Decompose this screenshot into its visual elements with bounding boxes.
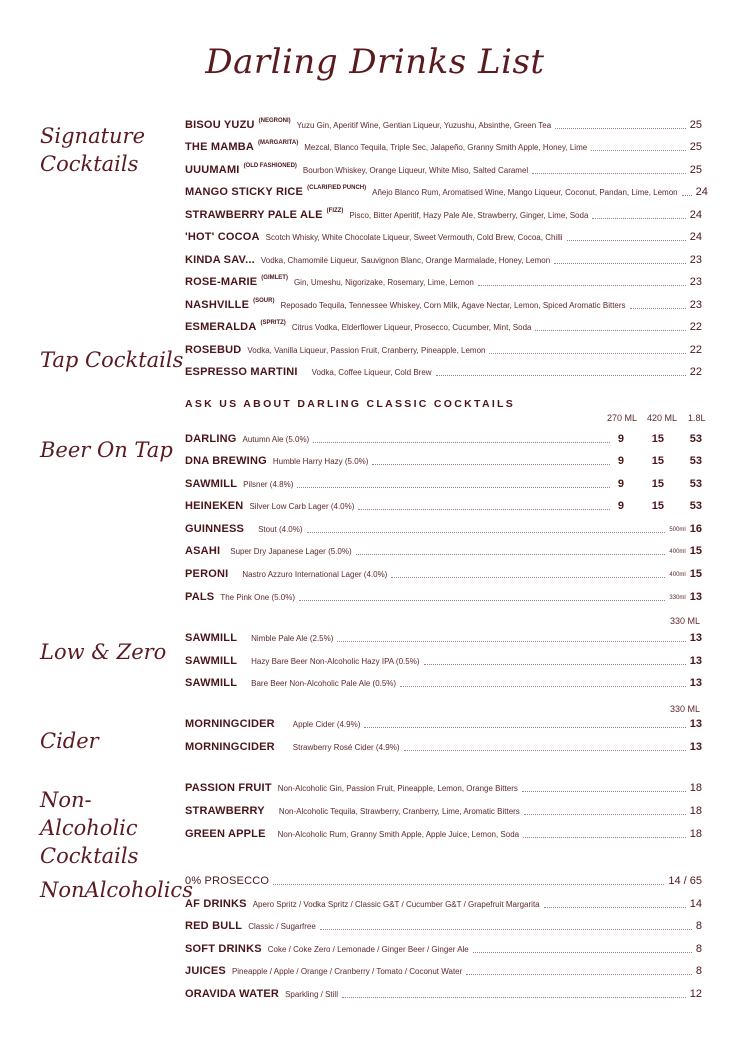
item-price: 25 xyxy=(689,164,702,176)
item-name: DARLING xyxy=(185,433,237,445)
item-description: Bare Beer Non-Alcoholic Pale Ale (0.5%) xyxy=(251,678,397,688)
menu-item xyxy=(185,207,702,223)
leader-dots xyxy=(320,929,692,930)
item-description: Añejo Blanco Rum, Aromatised Wine, Mango Liqueur, Coconut, Pandan, Lime, Lemon xyxy=(372,187,678,197)
price-420ml: 15 xyxy=(651,433,664,445)
price-1-8l: 53 xyxy=(689,433,702,445)
price-1-8l: 53 xyxy=(689,478,702,490)
item-name: BISOU YUZU xyxy=(185,119,255,131)
item-name: GUINNESS xyxy=(185,523,245,535)
leader-dots xyxy=(297,487,610,488)
menu-item xyxy=(185,653,702,669)
item-name: ASAHI xyxy=(185,545,221,557)
leader-dots xyxy=(466,974,692,975)
leader-dots xyxy=(567,240,686,241)
menu-item xyxy=(185,803,702,819)
leader-dots xyxy=(391,577,665,578)
leader-dots xyxy=(404,750,686,751)
item-description: Vodka, Vanilla Liqueur, Passion Fruit, Cranberry, Pineapple, Lemon xyxy=(247,345,486,355)
size-header-420: 420 ML xyxy=(647,413,678,423)
item-name: RED BULL xyxy=(185,920,243,932)
item-description: Non-Alcoholic Rum, Granny Smith Apple, Apple Juice, Lemon, Soda xyxy=(277,829,520,839)
item-size: 400ml xyxy=(669,572,686,578)
item-description: Reposado Tequila, Tennessee Whiskey, Corn Milk, Agave Nectar, Lemon, Spiced Aromatic Bitters xyxy=(280,300,626,310)
menu-item xyxy=(185,675,702,691)
item-description: Hazy Bare Beer Non-Alcoholic Hazy IPA (0.5%) xyxy=(251,656,420,666)
menu-item xyxy=(185,739,702,755)
leader-dots xyxy=(555,128,686,129)
leader-dots xyxy=(489,353,685,354)
leader-dots xyxy=(554,263,686,264)
menu-item xyxy=(185,963,702,979)
item-description: Bourbon Whiskey, Orange Liqueur, White Miso, Salted Caramel xyxy=(302,165,529,175)
leader-dots xyxy=(630,308,686,309)
item-description: Silver Low Carb Lager (4.0%) xyxy=(249,501,355,511)
item-style: (SPRITZ) xyxy=(260,320,286,326)
item-description: Scotch Whisky, White Chocolate Liqueur, Sweet Vermouth, Cold Brew, Cocoa, Chilli xyxy=(265,232,563,242)
menu-item xyxy=(185,252,702,268)
price-1-8l: 53 xyxy=(689,455,702,467)
section-heading-tap: Tap Cocktails xyxy=(40,348,184,372)
menu-item xyxy=(185,342,702,358)
menu-item xyxy=(185,630,702,646)
size-header-270: 270 ML xyxy=(607,413,638,423)
item-price: 22 xyxy=(689,366,702,378)
leader-dots xyxy=(299,600,665,601)
item-description: Vodka, Coffee Liqueur, Cold Brew xyxy=(311,367,432,377)
leader-dots xyxy=(424,664,686,665)
item-name: PERONI xyxy=(185,568,229,580)
price-270ml: 9 xyxy=(617,455,624,467)
item-name: MORNINGCIDER xyxy=(185,741,275,753)
item-price: 14 / 65 xyxy=(668,875,702,887)
item-style: (NEGRONI) xyxy=(258,118,291,124)
item-description: Apple Cider (4.9%) xyxy=(292,719,361,729)
leader-dots xyxy=(523,837,686,838)
item-size: 500ml xyxy=(669,527,686,533)
leader-dots xyxy=(524,814,686,815)
menu-item xyxy=(185,873,702,889)
item-style: (CLARIFIED PUNCH) xyxy=(307,185,367,191)
menu-item xyxy=(185,184,708,200)
price-420ml: 15 xyxy=(651,455,664,467)
item-description: Pineapple / Apple / Orange / Cranberry / Tomato / Coconut Water xyxy=(231,966,463,976)
item-price: 14 xyxy=(689,898,702,910)
menu-item xyxy=(185,780,702,796)
item-description: Autumn Ale (5.0%) xyxy=(242,434,310,444)
leader-dots xyxy=(307,532,666,533)
menu-item xyxy=(185,896,702,912)
item-name: SAWMILL xyxy=(185,677,238,689)
menu-item xyxy=(185,589,702,605)
size-header-1-8l: 1.8L xyxy=(688,413,706,423)
menu-item xyxy=(185,453,702,469)
price-420ml: 15 xyxy=(651,500,664,512)
section-heading-non-alcoholics: NonAlcoholics xyxy=(40,878,193,902)
leader-dots xyxy=(337,641,685,642)
item-description: Apero Spritz / Vodka Spritz / Classic G&T / Cucumber G&T / Grapefruit Margarita xyxy=(252,899,540,909)
item-name: AF DRINKS xyxy=(185,898,247,910)
item-name: NASHVILLE xyxy=(185,299,250,311)
item-price: 13 xyxy=(689,718,702,730)
menu-item xyxy=(185,162,702,178)
item-name: UUUMAMI xyxy=(185,164,240,176)
leader-dots xyxy=(358,509,610,510)
menu-item xyxy=(185,566,702,582)
item-description: Strawberry Rosé Cider (4.9%) xyxy=(292,742,400,752)
item-price: 13 xyxy=(689,655,702,667)
item-price: 13 xyxy=(689,741,702,753)
item-price: 8 xyxy=(695,943,702,955)
item-price: 18 xyxy=(689,828,702,840)
leader-dots xyxy=(473,952,692,953)
item-price: 23 xyxy=(689,254,702,266)
item-style: (GIMLET) xyxy=(261,275,288,281)
item-name: ESMERALDA xyxy=(185,321,257,333)
item-price: 13 xyxy=(689,632,702,644)
item-name: ESPRESSO MARTINI xyxy=(185,366,298,378)
item-price: 23 xyxy=(689,276,702,288)
item-name: STRAWBERRY PALE ALE xyxy=(185,209,323,221)
leader-dots xyxy=(544,907,686,908)
item-description: Nastro Azzuro International Lager (4.0%) xyxy=(242,569,388,579)
item-name: JUICES xyxy=(185,965,226,977)
item-price: 24 xyxy=(689,209,702,221)
menu-item xyxy=(185,543,702,559)
price-270ml: 9 xyxy=(617,433,624,445)
menu-item xyxy=(185,918,702,934)
item-description: Sparkling / Still xyxy=(285,989,338,999)
item-description: Non-Alcoholic Gin, Passion Fruit, Pineapple, Lemon, Orange Bitters xyxy=(277,783,518,793)
item-name: PALS xyxy=(185,591,215,603)
item-description: Yuzu Gin, Aperitif Wine, Gentian Liqueur, Yuzushu, Absinthe, Green Tea xyxy=(296,120,552,130)
menu-item xyxy=(185,826,702,842)
item-name: GREEN APPLE xyxy=(185,828,266,840)
leader-dots xyxy=(273,884,664,885)
item-name: KINDA SAV... xyxy=(185,254,255,266)
item-description: Coke / Coke Zero / Lemonade / Ginger Beer / Ginger Ale xyxy=(267,944,469,954)
item-price: 12 xyxy=(689,988,702,1000)
section-heading-low-zero: Low & Zero xyxy=(40,640,167,664)
item-price: 16 xyxy=(689,523,702,535)
item-name: MORNINGCIDER xyxy=(185,718,275,730)
item-price: 8 xyxy=(695,965,702,977)
menu-item xyxy=(185,476,702,492)
item-description: Citrus Vodka, Elderflower Liqueur, Prosecco, Cucumber, Mint, Soda xyxy=(291,322,532,332)
item-name: 'HOT' COCOA xyxy=(185,231,260,243)
item-description: Pilsner (4.8%) xyxy=(243,479,294,489)
item-description: Gin, Umeshu, Nigorizake, Rosemary, Lime, Lemon xyxy=(293,277,474,287)
item-description: Mezcal, Blanco Tequila, Triple Sec, Jalapeño, Granny Smith Apple, Honey, Lime xyxy=(304,142,588,152)
cider-size-header: 330 ML xyxy=(670,704,701,714)
leader-dots xyxy=(682,195,692,196)
low-size-header: 330 ML xyxy=(670,616,701,626)
item-description: Humble Harry Hazy (5.0%) xyxy=(272,456,369,466)
item-name: PASSION FRUIT xyxy=(185,782,272,794)
item-price: 23 xyxy=(689,299,702,311)
item-description: Vodka, Chamomile Liqueur, Sauvignon Blanc, Orange Marmalade, Honey, Lemon xyxy=(260,255,551,265)
leader-dots xyxy=(436,375,686,376)
classic-cocktails-note: ASK US ABOUT DARLING CLASSIC COCKTAILS xyxy=(185,398,516,410)
leader-dots xyxy=(592,218,685,219)
leader-dots xyxy=(522,791,686,792)
menu-item xyxy=(185,941,702,957)
leader-dots xyxy=(372,464,610,465)
leader-dots xyxy=(342,997,686,998)
menu-item xyxy=(185,431,702,447)
item-price: 25 xyxy=(689,141,702,153)
price-420ml: 15 xyxy=(651,478,664,490)
item-price: 13 xyxy=(689,677,702,689)
item-style: (MARGARITA) xyxy=(258,140,299,146)
item-size: 400ml xyxy=(669,549,686,555)
price-270ml: 9 xyxy=(617,500,624,512)
leader-dots xyxy=(591,150,686,151)
menu-item xyxy=(185,139,702,155)
item-description: Nimble Pale Ale (2.5%) xyxy=(251,633,334,643)
item-description: Super Dry Japanese Lager (5.0%) xyxy=(230,546,352,556)
menu-item xyxy=(185,274,702,290)
menu-item xyxy=(185,498,702,514)
leader-dots xyxy=(535,330,685,331)
price-270ml: 9 xyxy=(617,478,624,490)
menu-item xyxy=(185,986,702,1002)
leader-dots xyxy=(313,442,610,443)
item-price: 18 xyxy=(689,782,702,794)
page-title: Darling Drinks List xyxy=(205,42,545,82)
menu-item xyxy=(185,319,702,335)
item-name: SAWMILL xyxy=(185,655,238,667)
section-heading-signature: Signature Cocktails xyxy=(40,124,146,176)
leader-dots xyxy=(478,285,686,286)
section-heading-beer: Beer On Tap xyxy=(40,438,173,462)
item-price: 18 xyxy=(689,805,702,817)
item-price: 8 xyxy=(695,920,702,932)
item-description: Pisco, Bitter Aperitif, Hazy Pale Ale, Strawberry, Ginger, Lime, Soda xyxy=(349,210,589,220)
item-size: 330ml xyxy=(669,595,686,601)
item-price: 13 xyxy=(689,591,702,603)
item-style: (FIZZ) xyxy=(326,208,344,214)
item-description: The Pink One (5.0%) xyxy=(220,592,296,602)
item-name: ROSE-MARIE xyxy=(185,276,258,288)
item-description: Stout (4.0%) xyxy=(258,524,303,534)
item-name: HEINEKEN xyxy=(185,500,244,512)
price-1-8l: 53 xyxy=(689,500,702,512)
leader-dots xyxy=(364,727,685,728)
item-name: ORAVIDA WATER xyxy=(185,988,280,1000)
section-heading-na-cocktails: Non-Alcoholic Cocktails xyxy=(40,788,139,868)
item-description: Classic / Sugarfree xyxy=(248,921,316,931)
menu-item xyxy=(185,521,702,537)
menu-item xyxy=(185,716,702,732)
item-name: DNA BREWING xyxy=(185,455,267,467)
item-name: ROSEBUD xyxy=(185,344,242,356)
section-heading-cider: Cider xyxy=(40,729,99,753)
leader-dots xyxy=(356,554,666,555)
item-price: 22 xyxy=(689,321,702,333)
item-description: Non-Alcoholic Tequila, Strawberry, Cranberry, Lime, Aromatic Bitters xyxy=(278,806,520,816)
item-price: 25 xyxy=(689,119,702,131)
item-name: STRAWBERRY xyxy=(185,805,265,817)
item-name: MANGO STICKY RICE xyxy=(185,186,304,198)
item-price: 15 xyxy=(689,545,702,557)
item-name: SAWMILL xyxy=(185,478,238,490)
item-name: 0% PROSECCO xyxy=(185,875,270,887)
item-price: 24 xyxy=(695,186,708,198)
item-style: (OLD FASHIONED) xyxy=(243,163,297,169)
menu-item xyxy=(185,297,702,313)
item-name: SOFT DRINKS xyxy=(185,943,262,955)
item-style: (SOUR) xyxy=(253,298,275,304)
leader-dots xyxy=(400,686,686,687)
menu-item xyxy=(185,364,702,380)
menu-item xyxy=(185,117,702,133)
menu-item xyxy=(185,229,702,245)
leader-dots xyxy=(532,173,686,174)
item-name: THE MAMBA xyxy=(185,141,255,153)
item-name: SAWMILL xyxy=(185,632,238,644)
item-price: 24 xyxy=(689,231,702,243)
item-price: 22 xyxy=(689,344,702,356)
item-price: 15 xyxy=(689,568,702,580)
